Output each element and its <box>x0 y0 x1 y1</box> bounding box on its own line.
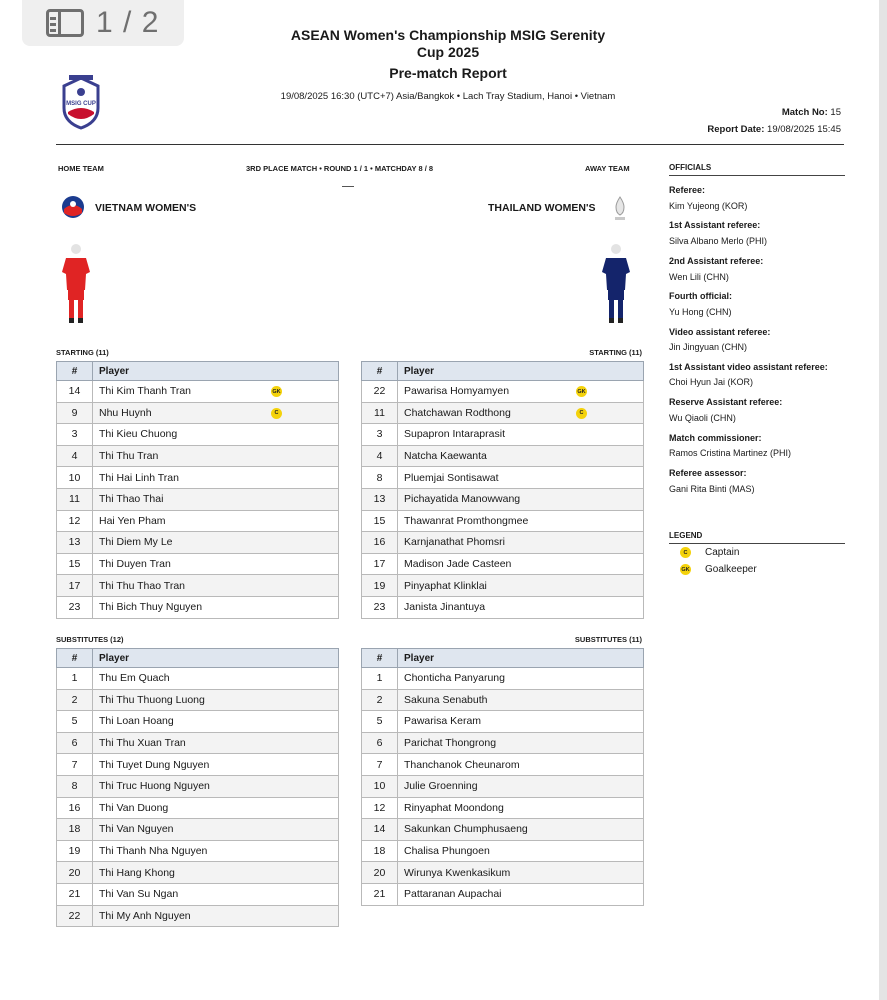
player-name: Thi Van Duong <box>99 801 169 814</box>
scrollbar[interactable] <box>879 0 887 1000</box>
table-row <box>57 445 339 467</box>
player-name-cell <box>398 819 644 841</box>
player-name-cell <box>398 754 644 776</box>
table-row <box>362 381 644 403</box>
table-row <box>362 510 644 532</box>
away-team-label: AWAY TEAM <box>585 164 630 173</box>
player-name-cell <box>93 689 339 711</box>
player-name-cell <box>93 883 339 905</box>
player-name-cell <box>93 467 339 489</box>
thailand-crest-icon <box>612 195 628 223</box>
player-number: 12 <box>362 797 398 819</box>
away-subs-table <box>361 648 644 906</box>
table-row <box>362 689 644 711</box>
col-num: # <box>362 362 398 381</box>
official-name: Jin Jingyuan (CHN) <box>669 342 748 352</box>
player-name: Nhu Huynh <box>99 406 152 419</box>
player-name: Thi Bich Thuy Nguyen <box>99 601 203 614</box>
player-number: 16 <box>57 797 93 819</box>
table-row <box>57 819 339 841</box>
player-name-cell <box>93 575 339 597</box>
player-name-cell <box>398 424 644 446</box>
table-row <box>362 596 644 618</box>
table-row <box>57 840 339 862</box>
table-row <box>362 862 644 884</box>
player-name-cell <box>398 575 644 597</box>
official-role: 2nd Assistant referee: <box>669 256 764 266</box>
player-name: Hai Yen Pham <box>99 514 166 527</box>
player-number: 9 <box>57 402 93 424</box>
player-name: Thi Hai Linh Tran <box>99 471 179 484</box>
player-name-cell <box>398 711 644 733</box>
col-player: Player <box>93 362 339 381</box>
home-subs-table <box>56 648 339 927</box>
player-name-cell <box>93 488 339 510</box>
official-role: 1st Assistant video assistant referee: <box>669 362 828 372</box>
player-name: Sakunkan Chumphusaeng <box>404 823 528 836</box>
player-number: 1 <box>57 668 93 690</box>
sidebar-icon[interactable] <box>46 9 84 37</box>
player-number: 21 <box>57 883 93 905</box>
player-name: Thi Thao Thai <box>99 493 164 506</box>
player-name: Thawanrat Promthongmee <box>404 514 529 527</box>
player-name-cell <box>93 402 339 424</box>
player-name-cell <box>398 445 644 467</box>
player-number: 1 <box>362 668 398 690</box>
table-row <box>362 532 644 554</box>
table-row <box>362 732 644 754</box>
legend-title: LEGEND <box>669 531 703 540</box>
away-jersey-icon <box>600 242 632 326</box>
report-date: Report Date: 19/08/2025 15:45 <box>707 124 841 135</box>
player-number: 10 <box>362 775 398 797</box>
official-role: 1st Assistant referee: <box>669 220 761 230</box>
table-row <box>362 775 644 797</box>
table-row <box>362 424 644 446</box>
player-name: Natcha Kaewanta <box>404 450 487 463</box>
home-starting-label: STARTING (11) <box>56 348 109 357</box>
table-row <box>57 797 339 819</box>
away-subs-label: SUBSTITUTES (11) <box>574 635 642 644</box>
player-number: 14 <box>57 381 93 403</box>
player-number: 15 <box>57 553 93 575</box>
player-number: 22 <box>57 905 93 927</box>
player-name-cell <box>93 797 339 819</box>
home-team-label: HOME TEAM <box>58 164 104 173</box>
player-name: Thi Truc Huong Nguyen <box>99 780 210 793</box>
player-number: 22 <box>362 381 398 403</box>
player-name: Pawarisa Keram <box>404 715 482 728</box>
player-name-cell <box>93 840 339 862</box>
player-name: Thi Thu Tran <box>99 450 159 463</box>
table-row <box>57 883 339 905</box>
player-name: Thi Thu Thuong Luong <box>99 693 205 706</box>
table-row <box>362 467 644 489</box>
col-num: # <box>57 362 93 381</box>
home-subs-label: SUBSTITUTES (12) <box>56 635 124 644</box>
player-name: Supapron Intaraprasit <box>404 428 505 441</box>
player-name: Julie Groenning <box>404 780 478 793</box>
table-row <box>362 668 644 690</box>
player-number: 16 <box>362 532 398 554</box>
captain-badge-icon: C <box>576 408 587 419</box>
player-number: 3 <box>57 424 93 446</box>
table-row <box>57 905 339 927</box>
official-role: Video assistant referee: <box>669 327 771 337</box>
player-name: Thi Van Nguyen <box>99 823 174 836</box>
player-name-cell <box>93 819 339 841</box>
player-name: Thanchanok Cheunarom <box>404 758 520 771</box>
away-starting-table <box>361 361 644 619</box>
player-name-cell <box>398 596 644 618</box>
player-number: 15 <box>362 510 398 532</box>
table-row <box>57 596 339 618</box>
player-name-cell <box>93 732 339 754</box>
player-number: 23 <box>57 596 93 618</box>
table-row <box>57 402 339 424</box>
table-row <box>362 575 644 597</box>
goalkeeper-badge-icon: GK <box>271 386 282 397</box>
table-row <box>57 862 339 884</box>
vietnam-flag-icon <box>61 195 85 219</box>
official-role: Referee: <box>669 185 706 195</box>
col-player: Player <box>398 362 644 381</box>
player-number: 19 <box>57 840 93 862</box>
player-number: 18 <box>362 840 398 862</box>
player-number: 12 <box>57 510 93 532</box>
officials-title: OFFICIALS <box>669 163 712 172</box>
player-name-cell <box>398 467 644 489</box>
away-team-name: THAILAND WOMEN'S <box>488 202 596 214</box>
player-number: 2 <box>362 689 398 711</box>
table-row <box>57 775 339 797</box>
col-player: Player <box>398 649 644 668</box>
player-number: 2 <box>57 689 93 711</box>
player-number: 5 <box>362 711 398 733</box>
home-starting-table <box>56 361 339 619</box>
report-subtitle: Pre-match Report <box>389 65 507 81</box>
player-name-cell <box>398 862 644 884</box>
col-num: # <box>57 649 93 668</box>
player-name-cell <box>398 883 644 905</box>
player-number: 10 <box>57 467 93 489</box>
table-row <box>362 445 644 467</box>
player-name-cell <box>398 840 644 862</box>
col-player: Player <box>93 649 339 668</box>
player-name-cell <box>93 381 339 403</box>
col-num: # <box>362 649 398 668</box>
away-starting-label: STARTING (11) <box>589 348 642 357</box>
match-datetime-venue: 19/08/2025 16:30 (UTC+7) Asia/Bangkok • Lach Tray Stadium, Hanoi • Vietnam <box>280 91 616 102</box>
player-name: Wirunya Kwenkasikum <box>404 866 511 879</box>
player-name: Pawarisa Homyamyen <box>404 385 510 398</box>
table-row <box>57 668 339 690</box>
player-number: 13 <box>362 488 398 510</box>
table-row <box>57 488 339 510</box>
player-name-cell <box>398 732 644 754</box>
player-name-cell <box>93 445 339 467</box>
player-number: 11 <box>57 488 93 510</box>
player-name: Janista Jinantuya <box>404 601 486 614</box>
official-name: Wen Lili (CHN) <box>669 272 729 282</box>
table-row <box>57 732 339 754</box>
table-row <box>57 575 339 597</box>
player-number: 18 <box>57 819 93 841</box>
officials-divider <box>669 175 845 176</box>
player-name: Karnjanathat Phomsri <box>404 536 505 549</box>
logo-text: MSIG CUP <box>66 101 96 107</box>
player-number: 3 <box>362 424 398 446</box>
player-name: Thu Em Quach <box>99 672 170 685</box>
player-number: 23 <box>362 596 398 618</box>
player-name-cell <box>93 905 339 927</box>
table-row <box>362 883 644 905</box>
player-name: Thi My Anh Nguyen <box>99 909 191 922</box>
official-role: Fourth official: <box>669 291 732 301</box>
table-row <box>362 402 644 424</box>
player-name-cell <box>93 532 339 554</box>
player-name-cell <box>398 510 644 532</box>
player-number: 6 <box>362 732 398 754</box>
page-counter-text: 1 / 2 <box>96 6 160 39</box>
player-number: 20 <box>362 862 398 884</box>
player-name-cell <box>398 668 644 690</box>
official-name: Ramos Cristina Martinez (PHI) <box>669 448 792 458</box>
official-name: Choi Hyun Jai (KOR) <box>669 377 754 387</box>
player-name-cell <box>398 775 644 797</box>
player-name: Madison Jade Casteen <box>404 558 512 571</box>
player-name: Thi Kieu Chuong <box>99 428 178 441</box>
official-name: Wu Qiaoli (CHN) <box>669 413 736 423</box>
player-name-cell <box>93 754 339 776</box>
player-name: Thi Kim Thanh Tran <box>99 385 192 398</box>
table-row <box>57 467 339 489</box>
player-name-cell <box>398 488 644 510</box>
player-number: 14 <box>362 819 398 841</box>
player-name: Thi Duyen Tran <box>99 558 171 571</box>
table-row <box>57 711 339 733</box>
player-number: 20 <box>57 862 93 884</box>
player-name-cell <box>398 381 644 403</box>
player-name-cell <box>398 689 644 711</box>
player-number: 13 <box>57 532 93 554</box>
player-name-cell <box>93 775 339 797</box>
player-name: Pluemjai Sontisawat <box>404 471 499 484</box>
score-dash <box>342 186 354 187</box>
table-row <box>57 689 339 711</box>
player-number: 6 <box>57 732 93 754</box>
player-name: Sakuna Senabuth <box>404 693 488 706</box>
table-row <box>362 754 644 776</box>
player-name: Thi Diem My Le <box>99 536 173 549</box>
player-name: Chalisa Phungoen <box>404 845 490 858</box>
player-number: 17 <box>57 575 93 597</box>
player-name-cell <box>93 553 339 575</box>
player-name: Pichayatida Manowwang <box>404 493 521 506</box>
table-row <box>57 424 339 446</box>
table-row <box>57 510 339 532</box>
round-label: 3RD PLACE MATCH • ROUND 1 / 1 • MATCHDAY 8 / 8 <box>246 164 434 173</box>
player-name: Chatchawan Rodthong <box>404 406 511 419</box>
player-name: Thi Thanh Nha Nguyen <box>99 845 208 858</box>
player-name: Parichat Thongrong <box>404 737 497 750</box>
player-name-cell <box>398 532 644 554</box>
player-name: Thi Hang Khong <box>99 866 175 879</box>
player-number: 8 <box>362 467 398 489</box>
player-name: Thi Thu Xuan Tran <box>99 737 186 750</box>
official-name: Gani Rita Binti (MAS) <box>669 484 755 494</box>
player-number: 11 <box>362 402 398 424</box>
official-name: Silva Albano Merlo (PHI) <box>669 236 768 246</box>
player-number: 7 <box>57 754 93 776</box>
player-name-cell <box>93 510 339 532</box>
player-name: Thi Thu Thao Tran <box>99 579 185 592</box>
player-name-cell <box>93 596 339 618</box>
player-number: 4 <box>362 445 398 467</box>
player-number: 5 <box>57 711 93 733</box>
player-name: Thi Tuyet Dung Nguyen <box>99 758 210 771</box>
player-name: Thi Loan Hoang <box>99 715 174 728</box>
official-name: Yu Hong (CHN) <box>669 307 732 317</box>
official-name: Kim Yujeong (KOR) <box>669 201 748 211</box>
table-row <box>362 711 644 733</box>
table-row <box>57 553 339 575</box>
header-divider <box>56 144 844 145</box>
legend-divider <box>669 543 845 544</box>
table-row <box>57 381 339 403</box>
table-row <box>362 488 644 510</box>
player-name-cell <box>93 668 339 690</box>
player-name-cell <box>398 402 644 424</box>
player-name-cell <box>398 553 644 575</box>
player-number: 8 <box>57 775 93 797</box>
official-role: Reserve Assistant referee: <box>669 397 783 407</box>
page-counter[interactable] <box>22 0 184 46</box>
player-name: Pattaranan Aupachai <box>404 888 502 901</box>
report-title: ASEAN Women's Championship MSIG Serenity Cup 2025 <box>290 27 606 60</box>
player-number: 19 <box>362 575 398 597</box>
tournament-logo <box>60 74 102 130</box>
player-name: Pinyaphat Klinklai <box>404 579 487 592</box>
legend-captain: C Captain <box>680 547 739 558</box>
player-name-cell <box>93 862 339 884</box>
player-name: Thi Van Su Ngan <box>99 888 179 901</box>
legend-goalkeeper: GK Goalkeeper <box>681 564 757 575</box>
captain-badge-icon: C <box>271 408 282 419</box>
player-name-cell <box>93 424 339 446</box>
player-number: 7 <box>362 754 398 776</box>
match-number: Match No: 15 <box>781 107 841 118</box>
table-row <box>57 754 339 776</box>
player-name: Chonticha Panyarung <box>404 672 505 685</box>
goalkeeper-badge-icon: GK <box>680 564 691 575</box>
official-role: Referee assessor: <box>669 468 747 478</box>
home-jersey-icon <box>60 242 92 326</box>
home-team-name: VIETNAM WOMEN'S <box>95 202 197 214</box>
table-row <box>362 553 644 575</box>
official-role: Match commissioner: <box>669 433 762 443</box>
table-row <box>362 840 644 862</box>
captain-badge-icon: C <box>680 547 691 558</box>
player-number: 21 <box>362 883 398 905</box>
table-row <box>57 532 339 554</box>
player-name-cell <box>398 797 644 819</box>
table-row <box>362 797 644 819</box>
player-name: Rinyaphat Moondong <box>404 801 504 814</box>
goalkeeper-badge-icon: GK <box>576 386 587 397</box>
table-row <box>362 819 644 841</box>
player-number: 17 <box>362 553 398 575</box>
player-number: 4 <box>57 445 93 467</box>
player-name-cell <box>93 711 339 733</box>
